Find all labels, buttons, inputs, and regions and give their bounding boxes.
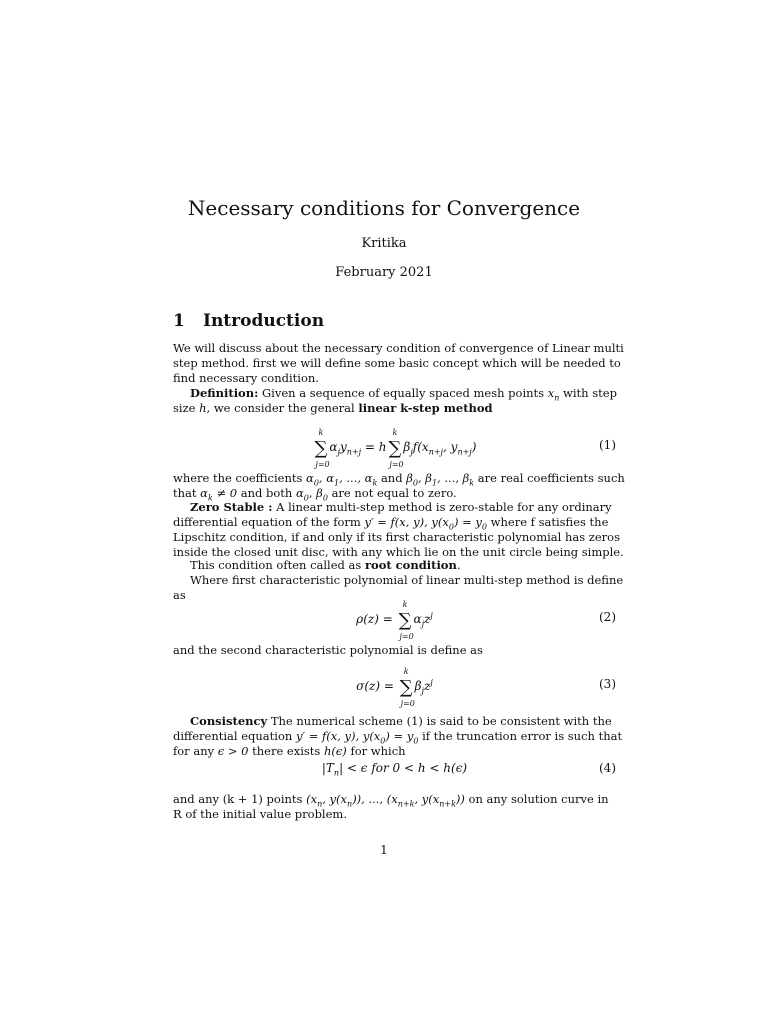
equation-1 <box>173 428 616 468</box>
equation-1-body: ∑ k j=0 $\alpha_jy_{n+j} = h$ ∑ k j=0 $\beta_jf(x_{n+j}$, $y_{n+j}$) <box>314 428 477 469</box>
equation-2 <box>173 600 616 640</box>
equation-2-body: ρ(z) = ∑ k j=0 $\alpha_jz^j$ <box>356 600 433 641</box>
section-title: Introduction <box>203 311 325 331</box>
intro-line: step method. first we will define some basic concept which will be needed to <box>173 356 621 370</box>
intro-paragraph <box>173 341 624 386</box>
intro-line: find necessary condition. <box>173 371 319 385</box>
second-polynomial-paragraph: and the second characteristic polynomial is define as <box>173 643 483 657</box>
definition-label: Definition: <box>190 386 259 400</box>
points-paragraph: and any (k + 1) points ($x_n$, $y(x_n)$), ..., ($x_{n+k}$, $y(x_{n+k})$) on any solution curve in R of the initial value problem. <box>173 792 609 821</box>
consistency-paragraph: Consistency The numerical scheme (1) is said to be consistent with the differential equation y′ = f(x, y), $y(x_0) = y_0$ if the truncation error is such that for any ϵ > 0 there exists h(ϵ) for which <box>173 714 623 758</box>
definition-paragraph: Definition: Given a sequence of equally spaced mesh points $x_n$ with step size h, we consider the general linear k-step method <box>173 386 617 415</box>
coefficient-paragraph: where the coefficients $\alpha_0$, $\alpha_1$, ..., $\alpha_k$ and $\beta_0$, $\beta_1$, ..., $\beta_k$ are real coefficients such that $\alpha_k \ne 0$ and both $\alpha_0$, $\beta_0$ are not equal to zero. <box>173 471 625 503</box>
equation-4 <box>173 757 616 785</box>
first-polynomial-paragraph: Where first characteristic polynomial of linear multi-step method is define as <box>173 573 624 602</box>
root-condition-term: root condition <box>364 558 457 572</box>
intro-line: We will discuss about the necessary condition of convergence of Linear multi <box>173 341 624 355</box>
root-condition-paragraph: This condition often called as root condition. <box>190 558 461 572</box>
paper-title: Necessary conditions for Convergence <box>187 196 581 220</box>
section-heading <box>173 311 324 331</box>
linear-k-step-term: linear k-step method <box>358 401 493 415</box>
author-name: Kritika <box>361 236 407 251</box>
equation-2-number: (2) <box>599 610 616 624</box>
equation-1-number: (1) <box>599 438 616 452</box>
equation-3 <box>173 667 616 707</box>
publication-date: February 2021 <box>335 265 433 280</box>
equation-3-body: σ(z) = ∑ k j=0 $\beta_jz^j$ <box>356 667 433 708</box>
zero-stable-paragraph: Zero Stable : A linear multi-step method is zero-stable for any ordinary differential equation of the form y′ = f(x, y), $y(x_0) = y_0$ where f satisfies the Lipschitz condition, if and only if its first characteristic polynomial has zeros inside the closed unit disc, with any which lie on the unit circle being simple. <box>173 500 624 559</box>
equation-4-body: $|T_n| < \epsilon$ for 0 < h < h(ϵ) <box>321 761 468 778</box>
consistency-label: Consistency <box>190 714 268 728</box>
page-number: 1 <box>380 843 388 857</box>
math-xn: $x_n$ <box>547 386 560 403</box>
zero-stable-label: Zero Stable : <box>190 500 273 514</box>
equation-3-number: (3) <box>599 677 616 691</box>
section-number: 1 <box>173 311 185 331</box>
equation-4-number: (4) <box>599 761 616 775</box>
